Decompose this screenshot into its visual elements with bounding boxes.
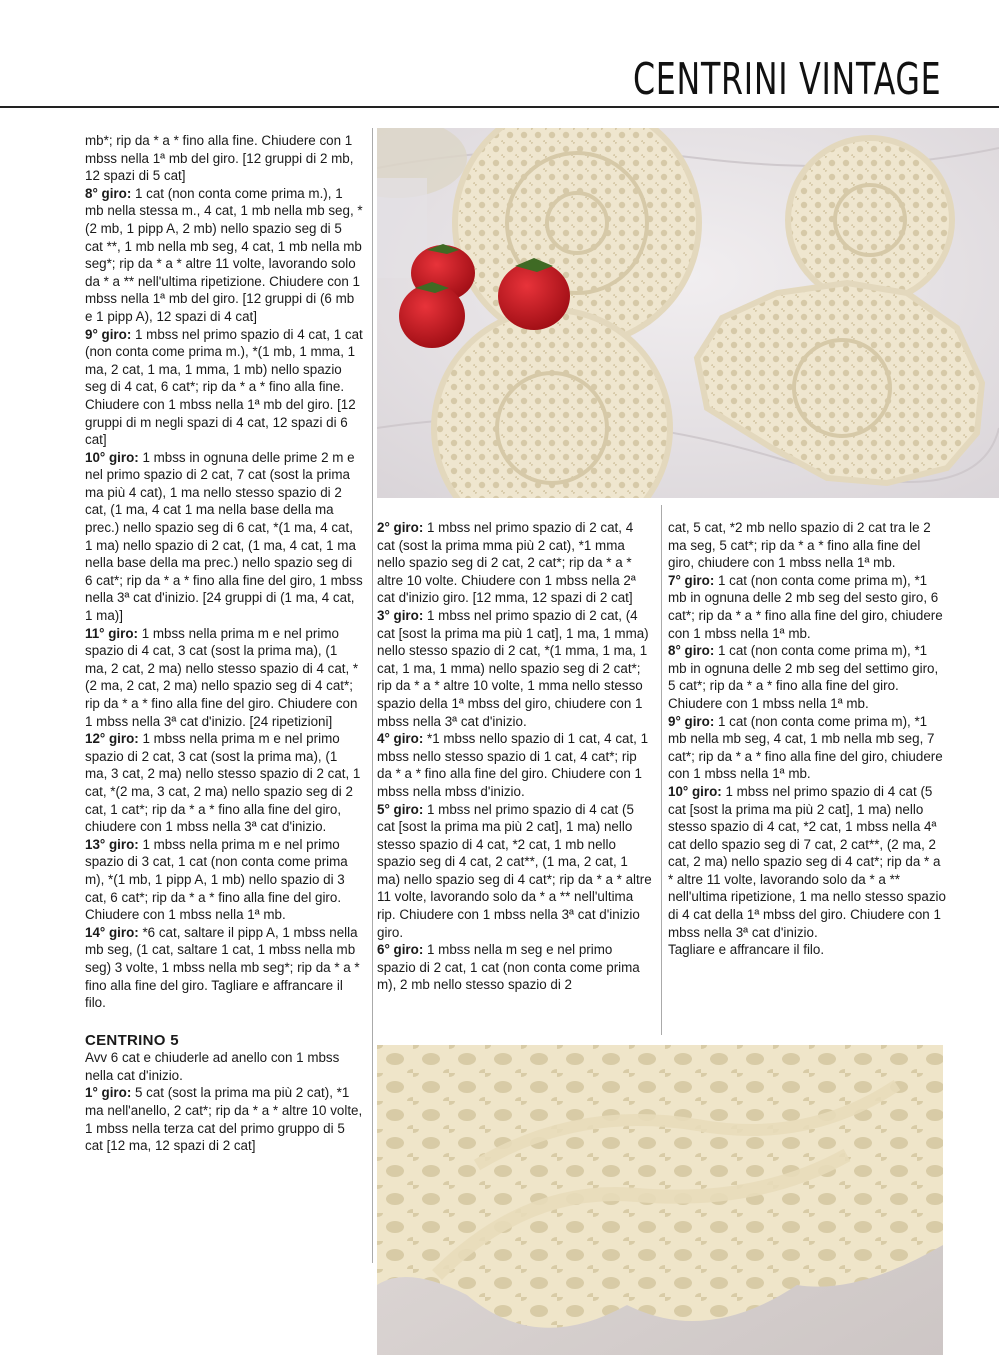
column-divider (372, 128, 373, 1263)
paragraph: 10° giro: 1 mbss nel primo spazio di 4 cat (5 cat [sost la prima ma più 2 cat], 1 ma) nello stesso spazio di 4 cat, *2 cat, 1 mbss nella 4ª cat dello spazio seg di 7 cat, 2 cat**, (2 ma, 2 cat, 2 ma) nello spazio seg di 4 cat*; rip da * a * altre 11 volte, lavorando solo da * a ** nell'ultima ripetizione, 1 ma nello stesso spazio di 4 cat della 1ª mbss del giro. Chiudere con 1 mbss nella 3ª cat d'inizio. (668, 783, 946, 940)
paragraph: 5° giro: 1 mbss nel primo spazio di 4 cat (5 cat [sost la prima ma più 2 cat], 1 ma) nello stesso spazio di 4 cat, *2 cat, 1 mb nello spazio seg di 4 cat, 2 cat**, (1 ma, 2 cat, 1 ma) nello spazio seg di 4 cat*; rip da * a * altre 11 volte, lavorando solo da * a ** nell'ultima rip. Chiudere con 1 mbss nella 3ª cat d'inizio giro. (377, 801, 652, 940)
section-title: CENTRINO 5 (85, 1031, 179, 1049)
paragraph: 9° giro: 1 mbss nel primo spazio di 4 cat, 1 cat (non conta come prima m.), *(1 mb, 1 mma, 1 ma, 2 cat, 1 ma, 1 mma, 1 mb) nello spazio seg di 4 cat, 6 cat*; rip da * a * fino alla fine. Chiudere con 1 mbss nella 1ª mb del giro. [12 gruppi di m negli spazi di 4 cat, 12 spazi di 6 cat] (85, 326, 363, 448)
paragraph: Tagliare e affrancare il filo. (668, 942, 825, 958)
paragraph: 9° giro: 1 cat (non conta come prima m), *1 mb nella mb seg, 4 cat, 1 mb nella mb seg, 7 cat*; rip da * a * fino alla fine del giro, chiudere con 1 mbss nella 1ª mb. (668, 713, 943, 782)
doilies-photo (377, 128, 999, 498)
paragraph: 2° giro: 1 mbss nel primo spazio di 2 cat, 4 cat (sost la prima mma più 2 cat), *1 mma nello spazio seg di 2 cat, 2 cat*; rip da * a * altre 10 volte. Chiudere con 1 mbss nella 2ª cat d'inizio giro. [12 mma, 12 spazi di 2 cat] (377, 520, 636, 606)
paragraph: cat, 5 cat, *2 mb nello spazio di 2 cat tra le 2 ma seg, 5 cat*; rip da * a * fino alla fine del giro, chiudere con 1 mbss nella 1ª mb. (668, 520, 931, 571)
paragraph: 12° giro: 1 mbss nella prima m e nel primo spazio di 2 cat, 3 cat (sost la prima ma), (1 ma, 3 cat, 2 ma) nello stesso spazio di 2 cat, 1 cat, *(2 ma, 3 cat, 2 ma) nello spazio seg di 2 cat, 1 cat*; rip da * a * fino alla fine del giro, chiudere con 1 mbss nella 3ª cat d'inizio. (85, 731, 361, 835)
paragraph: 10° giro: 1 mbss in ognuna delle prime 2 m e nel primo spazio di 2 cat, 7 cat (sost la prima ma più 4 cat), 1 ma nello stesso spazio di 2 cat, (1 ma, 4 cat 1 ma nella base della ma prec.) nello spazio seg di 6 cat, *(1 ma, 4 cat, 1 ma) nello spazio di 2 cat, (1 ma, 4 cat, 1 ma nella base della ma prec.) nello spazio seg di 6 cat*; rip da * a * fino alla fine del giro, 1 mbss nella 3ª cat d'inizio. [24 gruppi di (1 ma, 4 cat, 1 ma)] (85, 449, 363, 624)
column-divider (661, 505, 662, 1035)
doily-closeup-illustration (377, 1045, 943, 1355)
doily-closeup-photo (377, 1045, 943, 1355)
paragraph: 13° giro: 1 mbss nella prima m e nel primo spazio di 3 cat, 1 cat (non conta come prima m), *(1 mb, 1 pipp A, 1 mb) nello spazio di 3 cat, 6 cat*; rip da * a * fino alla fine del giro. Chiudere con 1 mbss nella 1ª mb. (85, 836, 348, 923)
paragraph: 6° giro: 1 mbss nella m seg e nel primo spazio di 2 cat, 1 cat (non conta come prima m), 2 mb nello stesso spazio di 2 (377, 942, 640, 993)
doily-small (788, 138, 952, 302)
doilies-illustration (377, 128, 999, 498)
paragraph: 8° giro: 1 cat (non conta come prima m.), 1 mb nella stessa m., 4 cat, 1 mb nella mb seg, *(2 mb, 1 pipp A, 2 mb) nello spazio seg di 5 cat **, 1 mb nella mb seg, 4 cat, 1 mb nella mb seg*; rip da * a * altre 11 volte, lavorando solo da * a ** nell'ultima ripetizione. Chiudere con 1 mbss nella 1ª mb del giro. [12 gruppi di (6 mb e 1 pipp A), 12 spazi di 4 cat] (85, 185, 363, 324)
paragraph: mb*; rip da * a * fino alla fine. Chiudere con 1 mbss nella 1ª mb del giro. [12 gruppi di 2 mb, 12 spazi di 5 cat] (85, 133, 354, 184)
paragraph: 3° giro: 1 mbss nel primo spazio di 2 cat, (4 cat [sost la prima ma più 1 cat], 1 ma, 1 mma) nello stesso spazio di 2 cat, *(1 mma, 1 ma, 1 cat, 1 ma, 1 mma) nello spazio seg di 2 cat*; rip da * a * altre 10 volte, 1 mma nello stesso spazio della 1ª mbss del giro, chiudere con 1 mbss nella 3ª cat d'inizio. (377, 607, 649, 729)
page-title: CENTRINI VINTAGE (632, 54, 941, 105)
paragraph: 4° giro: *1 mbss nello spazio di 1 cat, 4 cat, 1 mbss nello stesso spazio di 1 cat, 4 cat*; rip da * a * fino alla fine del giro. Chiudere con 1 mbss nella mbss d'inizio. (377, 731, 649, 799)
paragraph: 7° giro: 1 cat (non conta come prima m), *1 mb in ognuna delle 2 mb seg del sesto giro, 6 cat*; rip da * a * fino alla fine del giro, chiudere con 1 mbss nella 1ª mb. (668, 572, 943, 641)
paragraph: 8° giro: 1 cat (non conta come prima m), *1 mb in ognuna delle 2 mb seg del settimo giro, 5 cat*; rip da * a * fino alla fine del giro. Chiudere con 1 mbss nella 1ª mb. (668, 643, 939, 711)
column-3 (668, 519, 948, 959)
column-1 (85, 132, 363, 1155)
paragraph: 11° giro: 1 mbss nella prima m e nel primo spazio di 4 cat, 3 cat (sost la prima ma), (1 ma, 2 cat, 2 ma) nello stesso spazio di 4 cat, *(2 ma, 2 cat, 2 ma) nello spazio seg di 4 cat*; rip da * a * fino alla fine del giro. Chiudere con 1 mbss nella 3ª cat d'inizio. [24 ripetizioni] (85, 625, 359, 729)
paragraph: 1° giro: 5 cat (sost la prima ma più 2 cat), *1 ma nell'anello, 2 cat*; rip da * a * altre 10 volte, 1 mbss nella terza cat del primo gruppo di 5 cat [12 ma, 12 spazi di 2 cat] (85, 1085, 363, 1154)
paragraph: 14° giro: *6 cat, saltare il pipp A, 1 mbss nella mb seg, (1 cat, saltare 1 cat, 1 mbss nella mb seg) 3 volte, 1 mbss nella mb seg*; rip da * a * fino alla fine del giro. Tagliare e affrancare il filo. (85, 924, 360, 1011)
paragraph: Avv 6 cat e chiuderle ad anello con 1 mbss nella cat d'inizio. (85, 1050, 340, 1083)
header-rule (0, 106, 999, 108)
column-2 (377, 519, 653, 994)
